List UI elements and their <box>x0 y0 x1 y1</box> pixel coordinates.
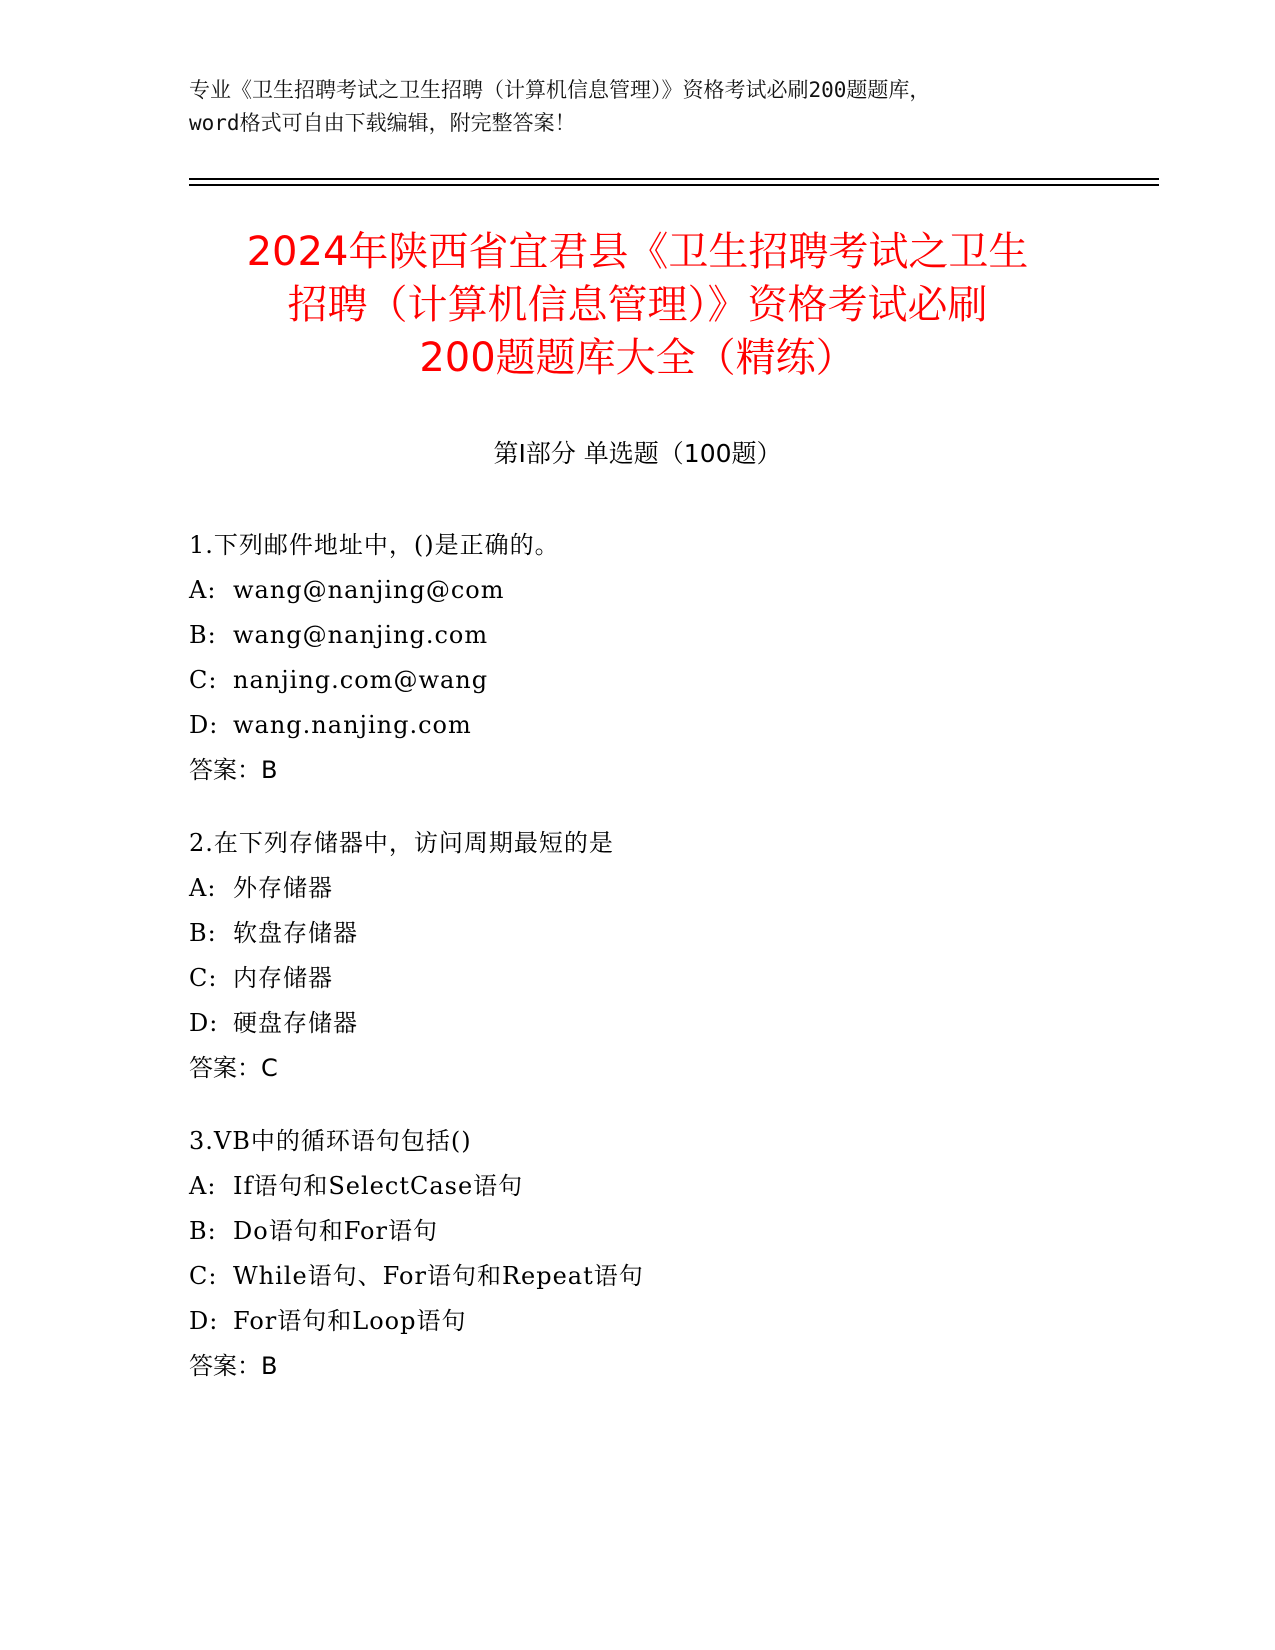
question-list <box>189 530 1129 1424</box>
answer-label: 答案： <box>189 1054 261 1082</box>
question-2 <box>189 828 1129 1083</box>
option-key: C: <box>189 666 218 694</box>
header-note-line-2: word格式可自由下载编辑，附完整答案！ <box>189 111 576 135</box>
option-c <box>189 665 1129 695</box>
section-title: 第I部分 单选题（100题） <box>493 439 782 468</box>
header-note <box>189 74 1109 140</box>
option-d <box>189 1306 1129 1336</box>
option-key: B: <box>189 919 217 947</box>
document-title <box>150 226 1125 385</box>
option-text: wang@nanjing@com <box>233 576 505 604</box>
option-key: D: <box>189 1009 219 1037</box>
answer-line <box>189 1351 1129 1381</box>
header-note-line-1: 专业《卫生招聘考试之卫生招聘（计算机信息管理）》资格考试必刷200题题库， <box>189 78 931 102</box>
answer-value: B <box>261 1352 278 1380</box>
option-b <box>189 918 1129 948</box>
option-key: D: <box>189 711 219 739</box>
option-key: B: <box>189 1217 217 1245</box>
answer-value: B <box>261 756 278 784</box>
option-text: If语句和SelectCase语句 <box>233 1172 524 1200</box>
option-text: 外存储器 <box>233 874 333 902</box>
option-key: A: <box>189 874 217 902</box>
option-text: 软盘存储器 <box>233 919 358 947</box>
answer-line <box>189 755 1129 785</box>
option-c <box>189 963 1129 993</box>
option-text: Do语句和For语句 <box>233 1217 438 1245</box>
option-key: C: <box>189 964 218 992</box>
question-1 <box>189 530 1129 785</box>
question-stem: 3.VB中的循环语句包括() <box>189 1127 472 1155</box>
option-d <box>189 1008 1129 1038</box>
option-text: 硬盘存储器 <box>233 1009 358 1037</box>
option-text: For语句和Loop语句 <box>233 1307 467 1335</box>
option-a <box>189 873 1129 903</box>
option-text: 内存储器 <box>233 964 333 992</box>
header-divider-top <box>189 178 1159 180</box>
option-c <box>189 1261 1129 1291</box>
option-key: C: <box>189 1262 218 1290</box>
header-divider-bottom <box>189 184 1159 186</box>
option-text: wang.nanjing.com <box>233 711 472 739</box>
option-a <box>189 1171 1129 1201</box>
answer-label: 答案： <box>189 1352 261 1380</box>
option-key: B: <box>189 621 217 649</box>
option-a <box>189 575 1129 605</box>
question-stem: 2.在下列存储器中，访问周期最短的是 <box>189 829 614 857</box>
option-key: A: <box>189 576 217 604</box>
option-d <box>189 710 1129 740</box>
option-key: A: <box>189 1172 217 1200</box>
option-text: While语句、For语句和Repeat语句 <box>233 1262 644 1290</box>
document-title-line-2: 招聘（计算机信息管理）》资格考试必刷 <box>287 282 988 328</box>
document-title-line-1: 2024年陕西省宜君县《卫生招聘考试之卫生 <box>246 229 1029 275</box>
question-3 <box>189 1126 1129 1381</box>
option-b <box>189 1216 1129 1246</box>
answer-label: 答案： <box>189 756 261 784</box>
option-text: nanjing.com@wang <box>233 666 489 694</box>
question-stem: 1.下列邮件地址中，()是正确的。 <box>189 531 560 559</box>
answer-line <box>189 1053 1129 1083</box>
option-b <box>189 620 1129 650</box>
option-text: wang@nanjing.com <box>233 621 489 649</box>
document-title-line-3: 200题题库大全（精练） <box>419 335 856 381</box>
answer-value: C <box>261 1054 278 1082</box>
option-key: D: <box>189 1307 219 1335</box>
